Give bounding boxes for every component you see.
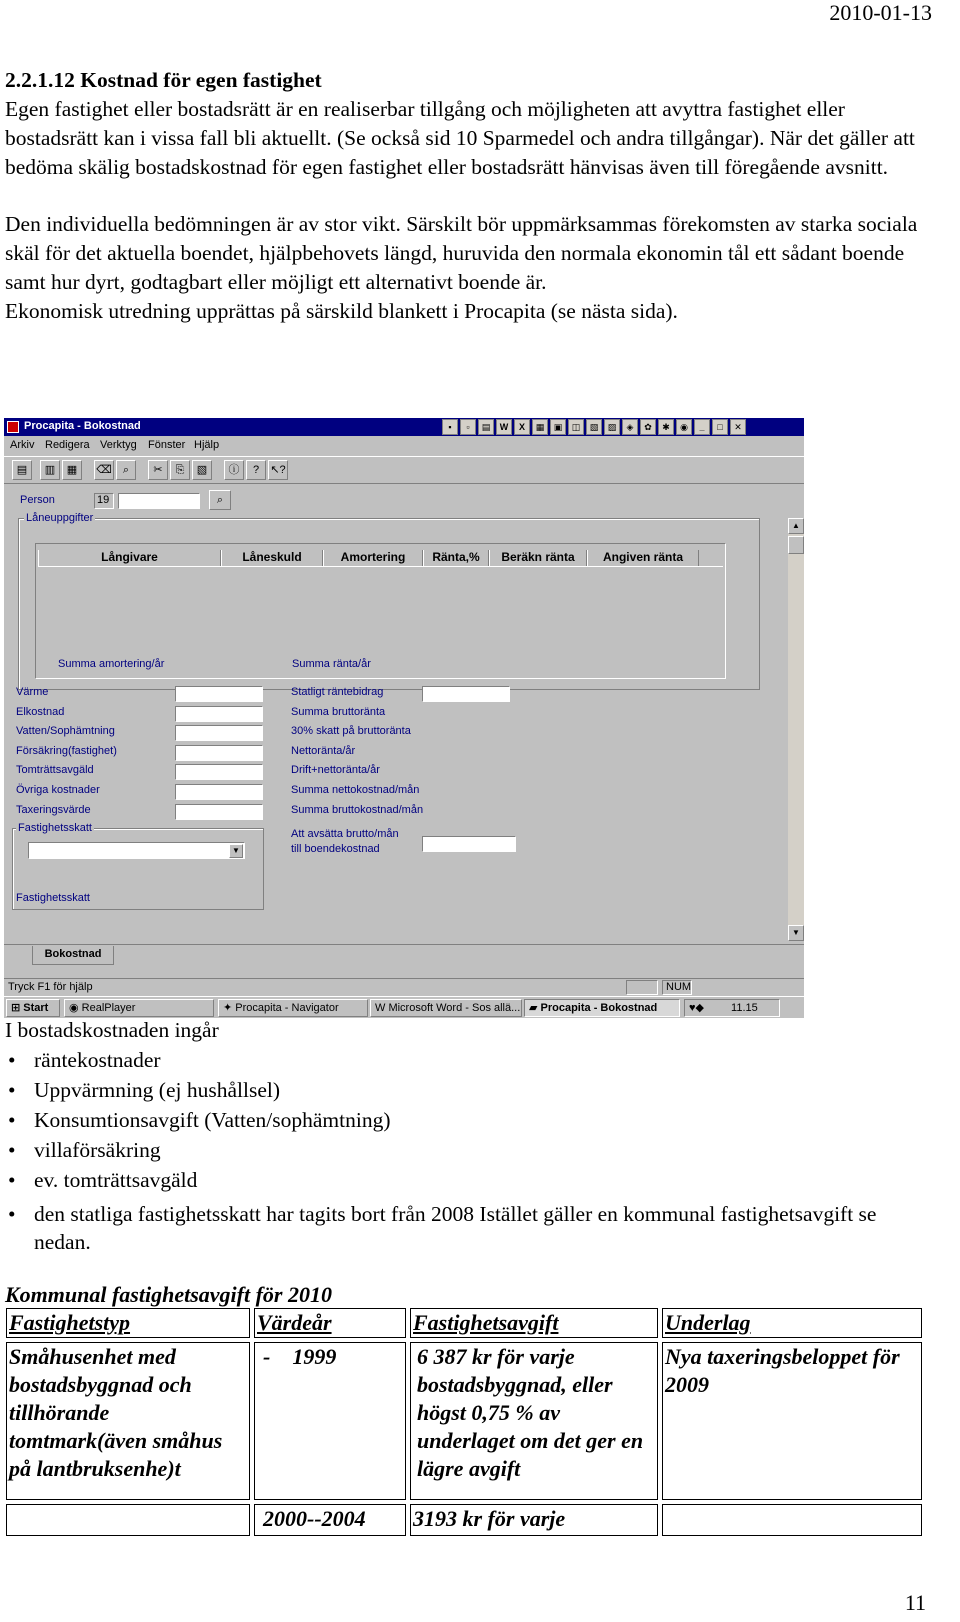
list-item bbox=[5, 1075, 935, 1105]
shortcut-icon[interactable]: ▤ bbox=[478, 419, 494, 435]
field-elkostnad[interactable] bbox=[175, 706, 263, 722]
section-body bbox=[5, 66, 935, 326]
shortcut-icon[interactable]: X bbox=[514, 419, 530, 435]
person-search-icon[interactable]: ⌕ bbox=[209, 490, 231, 510]
person-number[interactable]: 19 bbox=[94, 493, 114, 509]
label-varme: Värme bbox=[16, 686, 49, 698]
cell-fastighetsavgift: 6 387 kr för varje bostadsbyggnad, eller högst 0,75 % av underlaget om det ger en lägre avgift bbox=[410, 1342, 658, 1500]
vertical-scrollbar[interactable] bbox=[788, 518, 804, 941]
windows-logo-icon: ⊞ bbox=[11, 1002, 24, 1014]
fastighetsskatt-label: Fastighetsskatt bbox=[16, 892, 90, 904]
header-vardear: Värdeår bbox=[254, 1308, 406, 1338]
cell-fastighetstyp: Småhusenhet med bostadsbyggnad och tillhörande tomtmark(även småhus på lantbruksenhe)t bbox=[6, 1342, 250, 1500]
header-fastighetstyp: Fastighetstyp bbox=[6, 1308, 250, 1338]
paragraph-1: Egen fastighet eller bostadsrätt är en realiserbar tillgång och möjligheten att avyttra fastighet eller bostadsrätt kan i vissa fall bli aktuellt. (Se också sid 10 Sparmedel och andra tillgångar). När det gäller att bedöma skälig bostadskostnad för egen fastighet eller bostadsrätt hänvisas även till föregående avsnitt. bbox=[5, 97, 915, 179]
shortcut-icon[interactable]: ▪ bbox=[442, 419, 458, 435]
cell-fastighetstyp bbox=[6, 1504, 250, 1536]
close-icon[interactable]: ✕ bbox=[730, 419, 746, 435]
cell-underlag bbox=[662, 1504, 922, 1536]
tab-divider bbox=[4, 944, 804, 945]
label-elkostnad: Elkostnad bbox=[16, 706, 65, 718]
menu-bar bbox=[4, 437, 804, 455]
menu-verktyg[interactable]: Verktyg bbox=[100, 439, 137, 451]
list-item bbox=[5, 1135, 935, 1165]
cost-list-section bbox=[5, 1015, 935, 1256]
field-ovriga[interactable] bbox=[175, 784, 263, 800]
list-item-text: Konsumtionsavgift (Vatten/sophämtning) bbox=[34, 1108, 391, 1132]
word-icon: W bbox=[375, 1002, 389, 1014]
fee-table bbox=[2, 1304, 926, 1540]
shortcut-icon[interactable]: ▣ bbox=[550, 419, 566, 435]
realplayer-icon: ◉ bbox=[69, 1002, 82, 1014]
shortcut-icon[interactable]: ◫ bbox=[568, 419, 584, 435]
cost-intro: I bostadskostnaden ingår bbox=[5, 1018, 219, 1042]
help-icon[interactable]: ? bbox=[246, 460, 266, 480]
cut-icon[interactable]: ✂ bbox=[148, 460, 168, 480]
procapita-window bbox=[4, 418, 804, 1018]
tray-icons[interactable]: ♥◆ bbox=[689, 1002, 708, 1014]
bullet: • bbox=[8, 1168, 16, 1192]
task-navigator-label: Procapita - Navigator bbox=[235, 1002, 339, 1014]
field-tomtratt[interactable] bbox=[175, 764, 263, 780]
cost-list bbox=[5, 1045, 935, 1256]
paragraph-3: Ekonomisk utredning upprättas på särskild blankett i Procapita (se nästa sida). bbox=[5, 299, 678, 323]
info-icon[interactable]: ⓘ bbox=[224, 460, 244, 480]
label-nettoranta: Nettoränta/år bbox=[291, 745, 356, 757]
shortcut-icon[interactable]: ✿ bbox=[640, 419, 656, 435]
print-icon[interactable]: ▦ bbox=[62, 460, 82, 480]
task-realplayer-label: RealPlayer bbox=[81, 1002, 136, 1014]
field-taxeringsvarde[interactable] bbox=[175, 804, 263, 820]
list-item-text: Uppvärmning (ej hushållsel) bbox=[34, 1078, 281, 1102]
status-text: Tryck F1 för hjälp bbox=[8, 981, 93, 993]
context-help-icon[interactable]: ↖? bbox=[268, 460, 288, 480]
label-tomtratt: Tomträttsavgäld bbox=[16, 764, 94, 776]
table-header-row bbox=[6, 1308, 922, 1338]
section-heading: 2.2.1.12 Kostnad för egen fastighet bbox=[5, 68, 322, 92]
menu-arkiv[interactable]: Arkiv bbox=[10, 439, 35, 451]
cell-underlag: Nya taxeringsbeloppet för 2009 bbox=[662, 1342, 922, 1500]
copy-icon[interactable]: ⎘ bbox=[170, 460, 190, 480]
loan-group-label: Låneuppgifter bbox=[26, 512, 94, 524]
tab-bokostnad[interactable]: Bokostnad bbox=[32, 946, 114, 965]
chevron-down-icon[interactable]: ▼ bbox=[229, 844, 243, 858]
navigator-icon: ✦ bbox=[223, 1002, 236, 1014]
label-taxeringsvarde: Taxeringsvärde bbox=[16, 804, 91, 816]
minimize-icon[interactable]: _ bbox=[694, 419, 710, 435]
window-title: Procapita - Bokostnad bbox=[24, 420, 141, 432]
fastighetsskatt-group-label: Fastighetsskatt bbox=[18, 822, 92, 834]
page-number: 11 bbox=[904, 1590, 926, 1615]
field-vatten[interactable] bbox=[175, 725, 263, 741]
shortcut-icon[interactable]: ▨ bbox=[604, 419, 620, 435]
task-word-label: Microsoft Word - Sos allä... bbox=[388, 1002, 521, 1014]
field-avsatta[interactable] bbox=[422, 836, 516, 852]
shortcut-icon[interactable]: ▦ bbox=[532, 419, 548, 435]
table-row bbox=[6, 1342, 922, 1500]
document-date: 2010-01-13 bbox=[829, 0, 932, 25]
menu-redigera[interactable]: Redigera bbox=[45, 439, 90, 451]
col-angiven-ranta[interactable]: Angiven ränta bbox=[587, 550, 699, 566]
status-bar bbox=[4, 978, 804, 997]
scroll-thumb[interactable] bbox=[788, 536, 804, 554]
shortcut-icon[interactable]: ✱ bbox=[658, 419, 674, 435]
bullet: • bbox=[8, 1048, 16, 1072]
toolbar bbox=[4, 456, 804, 484]
field-statligt-rantebidrag[interactable] bbox=[422, 686, 510, 702]
fastighetsskatt-select[interactable] bbox=[28, 842, 245, 859]
label-bruttokostnad: Summa bruttokostnad/mån bbox=[291, 804, 424, 816]
list-item-text: ev. tomträttsavgäld bbox=[34, 1168, 198, 1192]
col-langivare[interactable]: Långivare bbox=[38, 550, 221, 566]
sum-amortering-label: Summa amortering/år bbox=[58, 658, 165, 670]
bullet: • bbox=[8, 1138, 16, 1162]
office-shortcut-bar bbox=[442, 419, 746, 435]
person-name-field[interactable] bbox=[118, 493, 200, 509]
col-amortering[interactable]: Amortering bbox=[323, 550, 423, 566]
sum-ranta-label: Summa ränta/år bbox=[292, 658, 371, 670]
label-nettokostnad: Summa nettokostnad/mån bbox=[291, 784, 420, 796]
col-laneskuld[interactable]: Låneskuld bbox=[221, 550, 323, 566]
list-item bbox=[5, 1165, 935, 1195]
list-item bbox=[5, 1105, 935, 1135]
label-vatten: Vatten/Sophämtning bbox=[16, 725, 115, 737]
label-skatt-bruttoranta: 30% skatt på bruttoränta bbox=[291, 725, 411, 737]
app-icon bbox=[7, 421, 19, 433]
bullet: • bbox=[8, 1108, 16, 1132]
label-forsakring: Försäkring(fastighet) bbox=[16, 745, 117, 757]
label-avsatta-1: Att avsätta brutto/mån bbox=[291, 828, 399, 840]
list-item bbox=[5, 1200, 935, 1256]
col-ranta[interactable]: Ränta,% bbox=[423, 550, 489, 566]
fee-table-title: Kommunal fastighetsavgift för 2010 bbox=[5, 1282, 332, 1307]
list-item-text: villaförsäkring bbox=[34, 1138, 161, 1162]
num-lock-indicator: NUM bbox=[662, 980, 692, 995]
cell-vardear: - 1999 bbox=[254, 1342, 406, 1500]
field-forsakring[interactable] bbox=[175, 745, 263, 761]
scroll-down-icon[interactable]: ▼ bbox=[788, 925, 804, 941]
cell-vardear: 2000--2004 bbox=[254, 1504, 406, 1536]
menu-fonster[interactable]: Fönster bbox=[148, 439, 186, 451]
bullet: • bbox=[8, 1078, 16, 1102]
open-icon[interactable]: ▤ bbox=[12, 460, 32, 480]
label-avsatta-2: till boendekostnad bbox=[291, 843, 380, 855]
window-titlebar bbox=[4, 418, 804, 436]
paste-icon[interactable]: ▧ bbox=[192, 460, 212, 480]
save-icon[interactable]: ▥ bbox=[40, 460, 60, 480]
label-statligt-rantebidrag: Statligt räntebidrag bbox=[291, 686, 384, 698]
col-berakn-ranta[interactable]: Beräkn ränta bbox=[489, 550, 587, 566]
table-row bbox=[6, 1504, 922, 1536]
header-underlag: Underlag bbox=[662, 1308, 922, 1338]
erase-icon[interactable]: ⌫ bbox=[94, 460, 114, 480]
person-label: Person bbox=[20, 494, 55, 506]
shortcut-icon[interactable]: ◈ bbox=[622, 419, 638, 435]
label-ovriga: Övriga kostnader bbox=[16, 784, 100, 796]
maximize-icon[interactable]: □ bbox=[712, 419, 728, 435]
shortcut-icon[interactable]: ▫ bbox=[460, 419, 476, 435]
shortcut-icon[interactable]: W bbox=[496, 419, 512, 435]
task-bokostnad-label: Procapita - Bokostnad bbox=[540, 1002, 658, 1014]
field-varme[interactable] bbox=[175, 686, 263, 702]
list-item bbox=[5, 1045, 935, 1075]
list-item-text: den statliga fastighetsskatt har tagits bort från 2008 Istället gäller en kommunal fastighetsavgift se nedan. bbox=[34, 1202, 877, 1254]
clock: 11.15 bbox=[731, 1002, 758, 1014]
shortcut-icon[interactable]: ▧ bbox=[586, 419, 602, 435]
procapita-icon: ▰ bbox=[529, 1002, 541, 1014]
bullet: • bbox=[8, 1202, 16, 1226]
list-item-text: räntekostnader bbox=[34, 1048, 161, 1072]
scroll-up-icon[interactable]: ▲ bbox=[788, 518, 804, 534]
label-drift-nettoranta: Drift+nettoränta/år bbox=[291, 764, 380, 776]
search-icon[interactable]: ⌕ bbox=[116, 460, 136, 480]
menu-hjalp[interactable]: Hjälp bbox=[194, 439, 220, 451]
cell-fastighetsavgift: 3193 kr för varje bbox=[410, 1504, 658, 1536]
header-fastighetsavgift: Fastighetsavgift bbox=[410, 1308, 658, 1338]
shortcut-icon[interactable]: ◉ bbox=[676, 419, 692, 435]
status-panel bbox=[626, 980, 658, 995]
label-summa-bruttoranta: Summa bruttoränta bbox=[291, 706, 386, 718]
paragraph-2: Den individuella bedömningen är av stor vikt. Särskilt bör uppmärksammas förekomsten av starka sociala skäl för det aktuella boendet, hjälpbehovets längd, huruvida den normala ekonomin tål ett sådant boende samt hur dyrt, godtagbart eller möjligt ett alternativt boende är. bbox=[5, 212, 918, 294]
start-label: Start bbox=[23, 1002, 49, 1014]
